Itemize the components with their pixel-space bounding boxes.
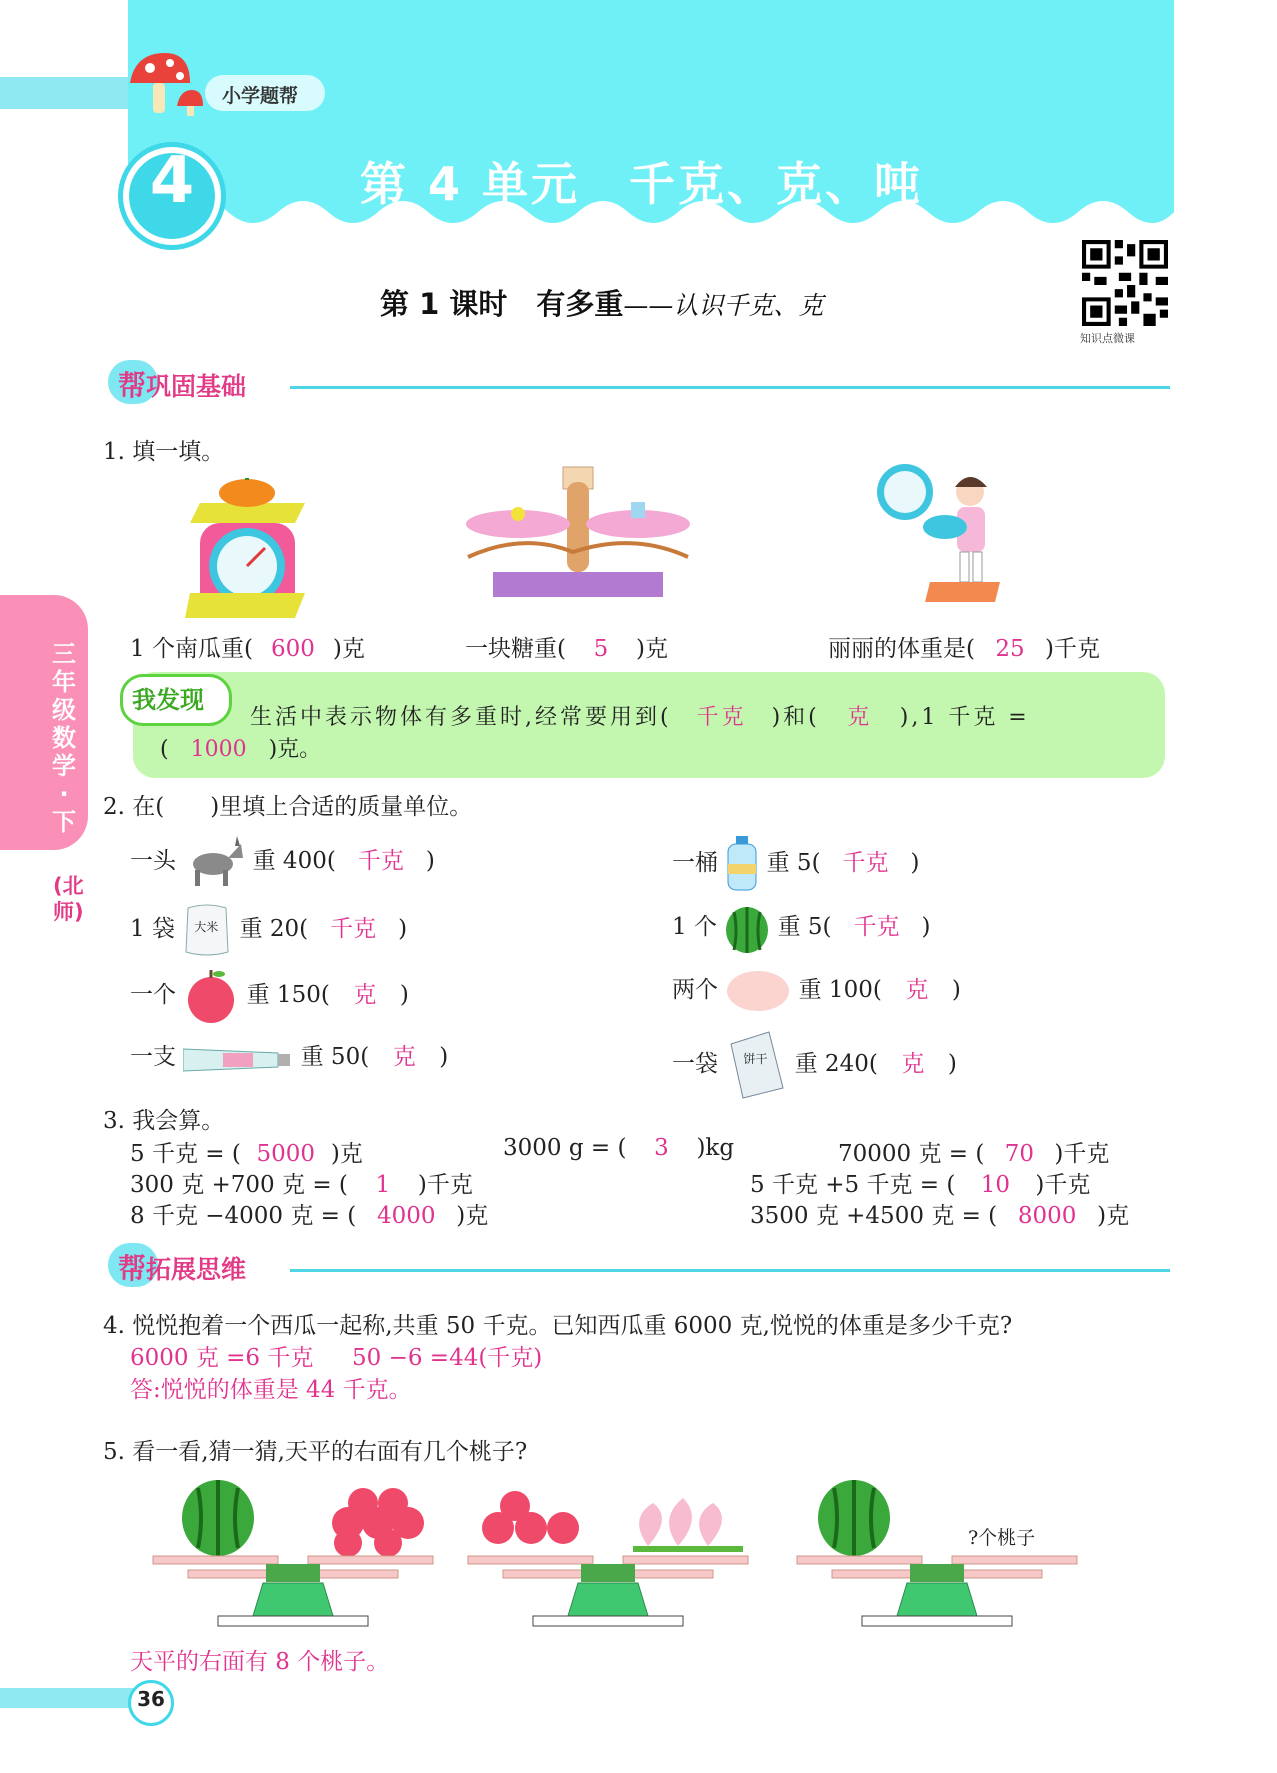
q1-answer-girl[interactable]: 25	[995, 636, 1025, 662]
balance-apples-peaches-illustration	[463, 1468, 753, 1633]
q2-answer-apple[interactable]: 克	[353, 982, 377, 1008]
q2-item-donkey	[130, 836, 435, 888]
q3-item-text: 300 克 +700 克 = (	[130, 1172, 348, 1198]
q4-answer[interactable]: 答:悦悦的体重是 44 千克。	[130, 1377, 412, 1403]
girl-on-scale-illustration	[875, 462, 1005, 607]
q2-item-biscuit-bag	[672, 1030, 957, 1100]
donkey-icon	[183, 836, 245, 888]
q3-item-text: 3500 克 +4500 克 = (	[750, 1203, 998, 1229]
q3-item	[130, 1166, 473, 1199]
discovery-line-2	[160, 732, 321, 763]
q5-answer[interactable]: 天平的右面有 8 个桃子。	[130, 1649, 390, 1675]
unit-number: 4	[149, 144, 195, 218]
q2-item-text: 1 个	[672, 914, 717, 940]
q2-item-text: 重 400(	[252, 848, 336, 874]
section-bang: 帮	[118, 369, 147, 402]
unit-title: 第 4 单元 千克、克、吨	[360, 157, 924, 211]
q2-item-text: 重 150(	[246, 982, 330, 1008]
q1-item-girl	[828, 630, 1100, 663]
q2-item-water-jug	[672, 836, 920, 892]
q2-item-text: 1 袋	[130, 916, 175, 942]
q2-item-text: 一头	[130, 848, 176, 874]
q3-answer[interactable]: 5000	[256, 1141, 316, 1167]
q4-prompt: 4. 悦悦抱着一个西瓜一起称,共重 50 千克。已知西瓜重 6000 克,悦悦的体重是多少千克?	[103, 1313, 1013, 1339]
q3-item-text: )千克	[417, 1172, 473, 1198]
page-number: 36	[137, 1687, 165, 1711]
q3-item-text: 5 千克 +5 千克 = (	[750, 1172, 956, 1198]
q3-answer[interactable]: 70	[1004, 1141, 1034, 1167]
egg-icon	[725, 968, 791, 1014]
discovery-text: 生活中表示物体有多重时,经常要用到(	[250, 705, 672, 730]
grade-label: 三年级数学·下	[52, 640, 76, 836]
q3-item	[130, 1135, 363, 1168]
lesson-subtitle: ——认识千克、克	[623, 291, 824, 320]
apple-icon	[183, 968, 239, 1024]
q2-item-toothpaste	[130, 1038, 448, 1075]
q3-item-text: )克	[1097, 1203, 1130, 1229]
q3-item-text: 5 千克 = (	[130, 1141, 241, 1167]
q3-item-text: 3000 g = (	[503, 1135, 627, 1161]
section-rest: 拓展思维	[146, 1255, 247, 1284]
q3-item-text: )千克	[1054, 1141, 1110, 1167]
q2-answer-rice-bag[interactable]: 千克	[330, 916, 377, 942]
section-rest: 巩固基础	[146, 372, 247, 401]
rice-bag-label: 大米	[194, 920, 219, 934]
q1-answer-candy[interactable]: 5	[593, 636, 609, 662]
candy-balance-illustration	[463, 462, 693, 602]
q2-item-text: )	[910, 850, 920, 876]
q3-item-text: 70000 克 = (	[838, 1141, 985, 1167]
discovery-answer-2[interactable]: 克	[847, 705, 873, 730]
q1-item-candy	[465, 630, 668, 663]
q2-answer-donkey[interactable]: 千克	[357, 848, 404, 874]
q3-prompt: 3. 我会算。	[103, 1108, 225, 1134]
q3-item-text: )千克	[1035, 1172, 1091, 1198]
q3-item	[130, 1197, 488, 1230]
q1-item-text: 丽丽的体重是(	[828, 636, 975, 662]
edition-label: (北师)	[53, 874, 84, 924]
biscuit-bag-label: 饼干	[743, 1052, 768, 1066]
q2-item-text: 重 100(	[798, 977, 882, 1003]
q5-scale-label: ?个桃子	[968, 1527, 1036, 1549]
q2-item-text: )	[439, 1044, 449, 1070]
q2-item-text: )	[947, 1051, 957, 1077]
discovery-text: )克。	[268, 737, 322, 762]
q2-item-text: 重 5(	[766, 850, 821, 876]
section-divider	[290, 1269, 1170, 1272]
q3-item	[838, 1135, 1109, 1168]
biscuit-bag-icon	[725, 1030, 787, 1100]
q5-prompt: 5. 看一看,猜一猜,天平的右面有几个桃子?	[103, 1439, 528, 1465]
discovery-line-1	[250, 700, 1030, 731]
q2-prompt: 2. 在( )里填上合适的质量单位。	[103, 794, 473, 820]
q3-item-text: )kg	[696, 1135, 735, 1161]
water-jug-icon	[725, 836, 759, 892]
q2-answer-toothpaste[interactable]: 克	[392, 1044, 416, 1070]
q2-item-text: )	[399, 982, 409, 1008]
q3-item-text: )克	[330, 1141, 363, 1167]
q2-answer-water-jug[interactable]: 千克	[842, 850, 889, 876]
section-header-basics	[108, 360, 1178, 404]
q2-item-text: 一个	[130, 982, 176, 1008]
q2-item-text: 一支	[130, 1044, 176, 1070]
section-title	[118, 364, 246, 404]
q2-item-text: )	[921, 914, 931, 940]
q2-item-text: 两个	[672, 977, 718, 1003]
discovery-text: )和(	[771, 705, 820, 730]
q2-item-rice-bag	[130, 902, 407, 958]
q1-item-unit: )千克	[1044, 636, 1100, 662]
q3-answer[interactable]: 10	[980, 1172, 1010, 1198]
q3-item	[750, 1166, 1090, 1199]
q2-item-text: 一桶	[672, 850, 718, 876]
pumpkin-scale-illustration	[185, 478, 315, 623]
q2-answer-egg[interactable]: 克	[905, 977, 929, 1003]
q2-item-text: )	[951, 977, 961, 1003]
q2-answer-watermelon[interactable]: 千克	[853, 914, 900, 940]
q2-item-text: )	[398, 916, 408, 942]
discovery-label: 我发现	[132, 686, 204, 714]
q3-answer[interactable]: 8000	[1017, 1203, 1077, 1229]
section-bang: 帮	[118, 1252, 147, 1285]
mushroom-icon	[125, 48, 205, 118]
q3-answer[interactable]: 1	[375, 1172, 391, 1198]
q3-item-text: )克	[456, 1203, 489, 1229]
lesson-title	[380, 282, 823, 323]
q3-item	[750, 1197, 1129, 1230]
q1-item-pumpkin	[130, 630, 365, 663]
q2-item-text: 重 50(	[300, 1044, 370, 1070]
q1-item-unit: )克	[635, 636, 668, 662]
discovery-text: ),1 千克 =	[899, 705, 1030, 730]
q1-prompt: 1. 填一填。	[103, 439, 225, 465]
q3-answer[interactable]: 4000	[376, 1203, 436, 1229]
section-title	[118, 1247, 246, 1287]
q2-item-text: 重 5(	[777, 914, 832, 940]
q2-item-text: )	[425, 848, 435, 874]
balance-watermelon-unknown-illustration	[792, 1468, 1082, 1633]
discovery-text: (	[160, 737, 169, 762]
footer-band	[0, 1688, 140, 1708]
watermelon-icon	[724, 902, 770, 954]
discovery-answer-3[interactable]: 1000	[190, 737, 247, 762]
q1-item-unit: )克	[332, 636, 365, 662]
balance-watermelon-apples-illustration	[148, 1468, 438, 1633]
q3-item	[503, 1135, 734, 1161]
brand-name: 小学题帮	[222, 85, 299, 107]
q2-answer-biscuit-bag[interactable]: 克	[901, 1051, 925, 1077]
toothpaste-icon	[183, 1041, 293, 1075]
discovery-answer-1[interactable]: 千克	[696, 705, 747, 730]
q4-work-1[interactable]: 6000 克 =6 千克	[130, 1345, 314, 1371]
section-header-extension	[108, 1243, 1178, 1287]
q4-work-2[interactable]: 50 −6 =44(千克)	[352, 1345, 543, 1371]
qr-caption: 知识点微课	[1080, 332, 1135, 345]
q1-item-text: 1 个南瓜重(	[130, 636, 253, 662]
q2-item-text: 重 20(	[239, 916, 309, 942]
q3-answer[interactable]: 3	[654, 1135, 669, 1161]
q1-item-text: 一块糖重(	[465, 636, 566, 662]
q2-item-text: 重 240(	[794, 1051, 878, 1077]
section-divider	[290, 386, 1170, 389]
q2-item-egg	[672, 968, 961, 1014]
q2-item-apple	[130, 968, 409, 1024]
q3-item-text: 8 千克 −4000 克 = (	[130, 1203, 357, 1229]
qr-code-icon[interactable]	[1082, 240, 1168, 326]
lesson-title-text: 第 1 课时 有多重	[380, 287, 624, 321]
q1-answer-pumpkin[interactable]: 600	[270, 636, 315, 662]
rice-bag-icon	[182, 902, 232, 958]
q2-item-text: 一袋	[672, 1051, 718, 1077]
q2-item-watermelon	[672, 902, 930, 954]
